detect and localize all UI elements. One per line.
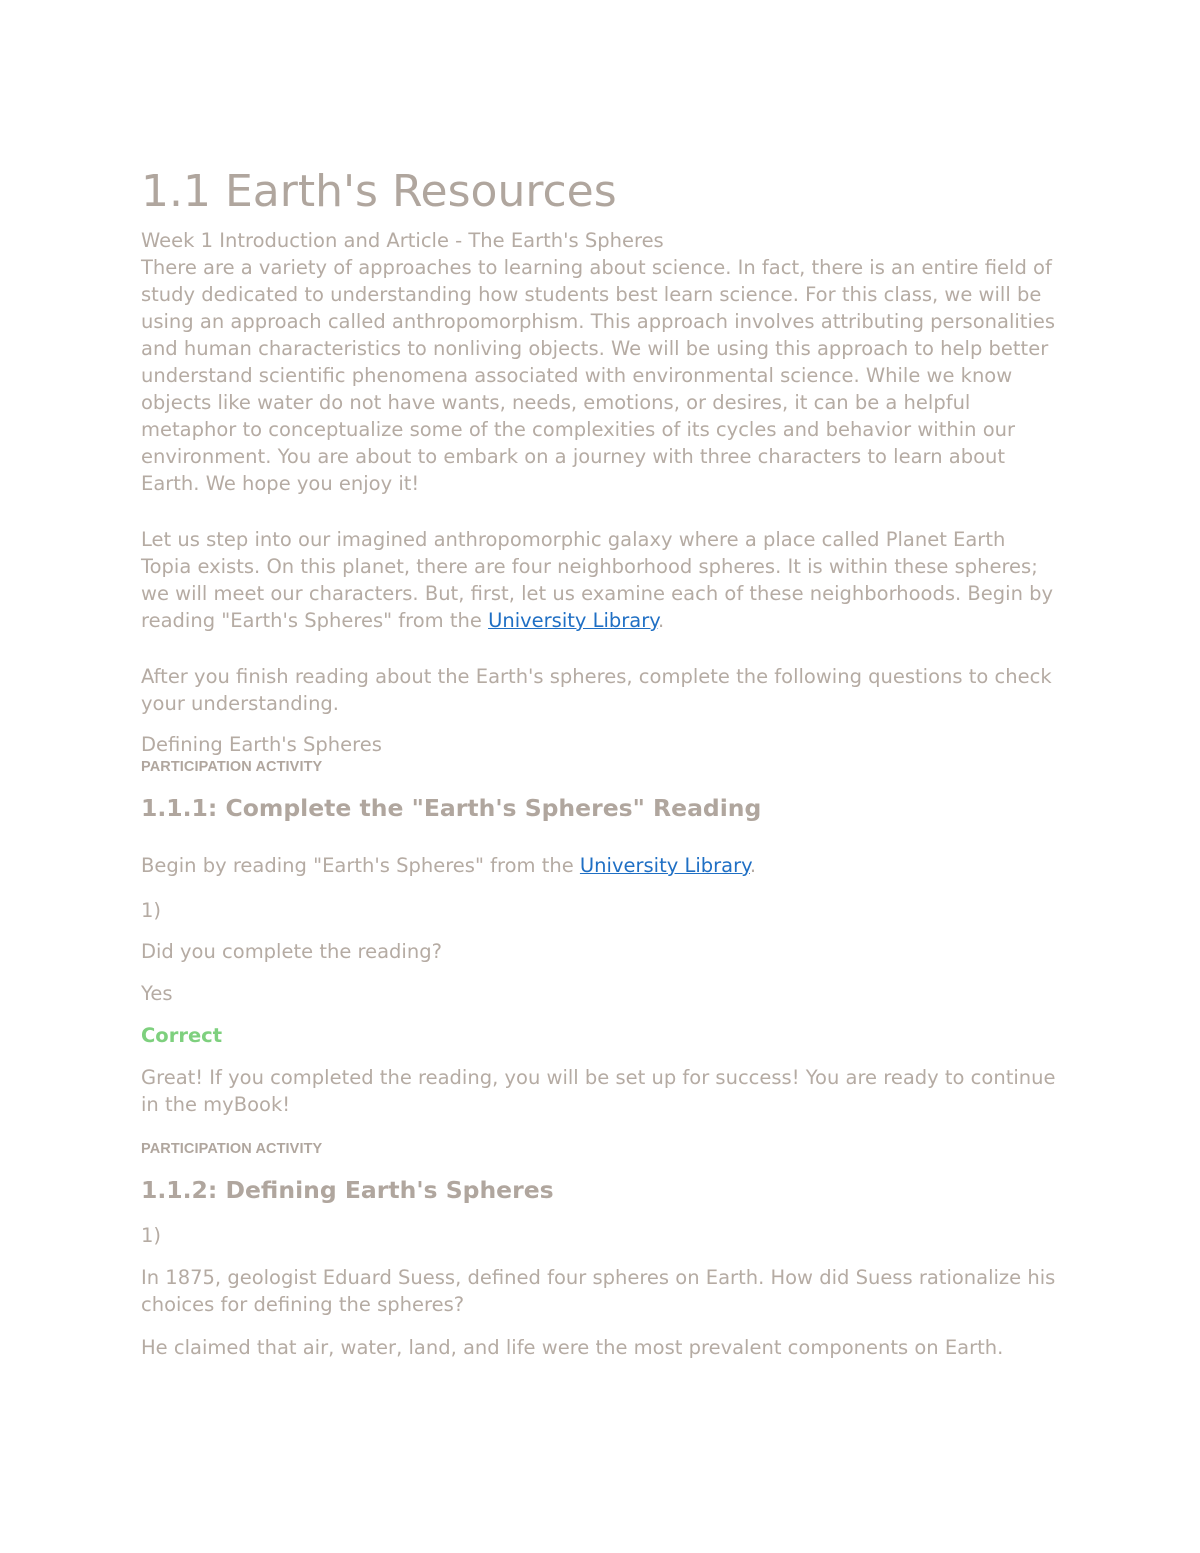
university-library-link[interactable]: University Library bbox=[488, 609, 659, 632]
activity-intro bbox=[141, 852, 1061, 879]
feedback-status: Correct bbox=[141, 1024, 223, 1047]
intro-paragraph: There are a variety of approaches to learning about science. In fact, there is an entire field of study dedicated to understanding how students best learn science. For this class, we will be using an approach called anthropomorphism. This approach involves attributing personalities and human characteristics to nonliving objects. We will be using this approach to help better understand scientific phenomena associated with environmental science. While we know objects like water do not have wants, needs, emotions, or desires, it can be a helpful metaphor to conceptualize some of the complexities of its cycles and behavior within our environment. You are about to embark on a journey with three characters to learn about Earth. We hope you enjoy it! bbox=[141, 256, 1056, 495]
activity-intro-text: Begin by reading "Earth's Spheres" from the bbox=[141, 854, 580, 877]
page-title: 1.1 Earth's Resources bbox=[141, 166, 617, 217]
activity-title: 1.1.1: Complete the "Earth's Spheres" Reading bbox=[141, 794, 762, 822]
question-number: 1) bbox=[141, 899, 162, 922]
question-number: 1) bbox=[141, 1224, 162, 1247]
galaxy-paragraph bbox=[141, 526, 1061, 634]
section-heading: Defining Earth's Spheres bbox=[141, 733, 382, 756]
question-text: In 1875, geologist Eduard Suess, defined four spheres on Earth. How did Suess rationalize his choices for defining the spheres? bbox=[141, 1266, 1056, 1316]
feedback-text: Great! If you completed the reading, you will be set up for success! You are ready to continue in the myBook! bbox=[141, 1066, 1056, 1116]
answer-option[interactable]: Yes bbox=[141, 982, 173, 1005]
activity-label: PARTICIPATION ACTIVITY bbox=[141, 1141, 323, 1157]
galaxy-paragraph-text: Let us step into our imagined anthropomorphic galaxy where a place called Planet Earth Topia exists. On this planet, there are four neighborhood spheres. It is within these spheres; we will meet our characters. But, first, let us examine each of these neighborhoods. Begin by reading "Earth's Spheres" from the bbox=[141, 528, 1054, 632]
page-subtitle: Week 1 Introduction and Article - The Earth's Spheres bbox=[141, 229, 664, 252]
university-library-link[interactable]: University Library bbox=[579, 854, 750, 877]
after-paragraph: After you finish reading about the Earth's spheres, complete the following questions to check your understanding. bbox=[141, 665, 1052, 715]
activity-title: 1.1.2: Defining Earth's Spheres bbox=[141, 1176, 554, 1204]
activity-label: PARTICIPATION ACTIVITY bbox=[141, 759, 323, 775]
question-text: Did you complete the reading? bbox=[141, 940, 442, 963]
galaxy-paragraph-end: . bbox=[658, 609, 665, 632]
activity-intro-end: . bbox=[749, 854, 757, 877]
activity-2 bbox=[141, 1140, 1061, 1361]
answer-option[interactable]: He claimed that air, water, land, and life were the most prevalent components on Earth. bbox=[141, 1336, 1004, 1359]
document-page bbox=[141, 160, 1061, 1361]
activity-1 bbox=[141, 758, 1061, 1118]
